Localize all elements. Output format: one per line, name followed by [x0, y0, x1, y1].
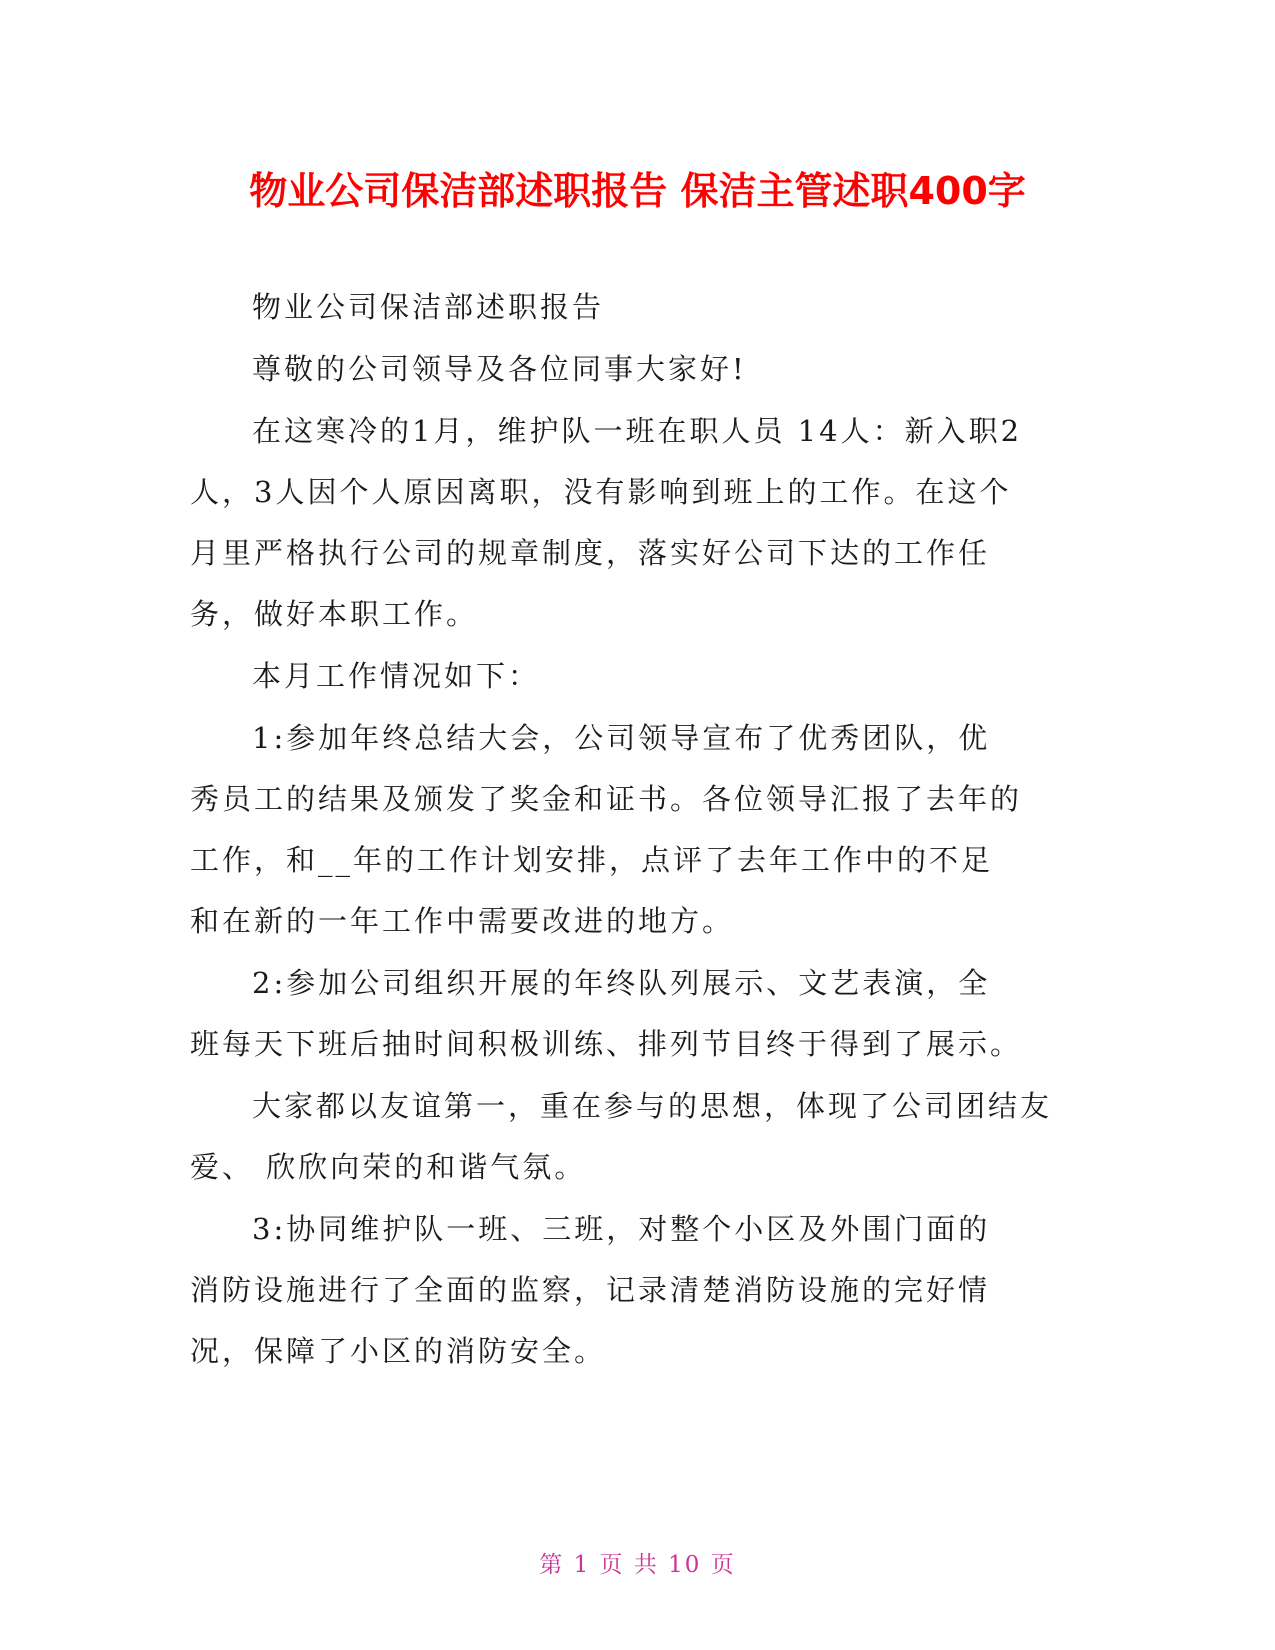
paragraph-line: 物业公司保洁部述职报告	[252, 290, 605, 324]
paragraph-line: 务，做好本职工作。	[190, 597, 479, 631]
paragraph-line: 本月工作情况如下：	[252, 659, 541, 693]
paragraph-line: 2:参加公司组织开展的年终队列展示、文艺表演，全	[252, 966, 991, 1000]
paragraph-line: 月里严格执行公司的规章制度，落实好公司下达的工作任	[190, 536, 991, 570]
paragraph-line: 工作，和__年的工作计划安排，点评了去年工作中的不足	[190, 843, 994, 877]
paragraph-line: 秀员工的结果及颁发了奖金和证书。各位领导汇报了去年的	[190, 782, 1023, 816]
paragraph-line: 爱、 欣欣向荣的和谐气氛。	[190, 1150, 587, 1184]
paragraph-line: 况，保障了小区的消防安全。	[190, 1334, 607, 1368]
paragraph-line: 人，3人因个人原因离职，没有影响到班上的工作。在这个	[190, 475, 1012, 509]
document-title: 物业公司保洁部述职报告 保洁主管述职400字	[249, 169, 1026, 213]
paragraph-line: 和在新的一年工作中需要改进的地方。	[190, 904, 735, 938]
paragraph-line: 1:参加年终总结大会，公司领导宣布了优秀团队，优	[252, 721, 991, 755]
paragraph-line: 班每天下班后抽时间积极训练、排列节目终于得到了展示。	[190, 1027, 1023, 1061]
paragraph-line: 大家都以友谊第一，重在参与的思想，体现了公司团结友	[252, 1089, 1053, 1123]
page-number: 第 1 页 共 10 页	[539, 1552, 736, 1578]
paragraph-line: 消防设施进行了全面的监察，记录清楚消防设施的完好情	[190, 1273, 991, 1307]
paragraph-line: 3:协同维护队一班、三班，对整个小区及外围门面的	[252, 1212, 991, 1246]
paragraph-line: 尊敬的公司领导及各位同事大家好!	[252, 352, 747, 386]
paragraph-line: 在这寒冷的1月，维护队一班在职人员 14人：新入职2	[252, 414, 1023, 448]
